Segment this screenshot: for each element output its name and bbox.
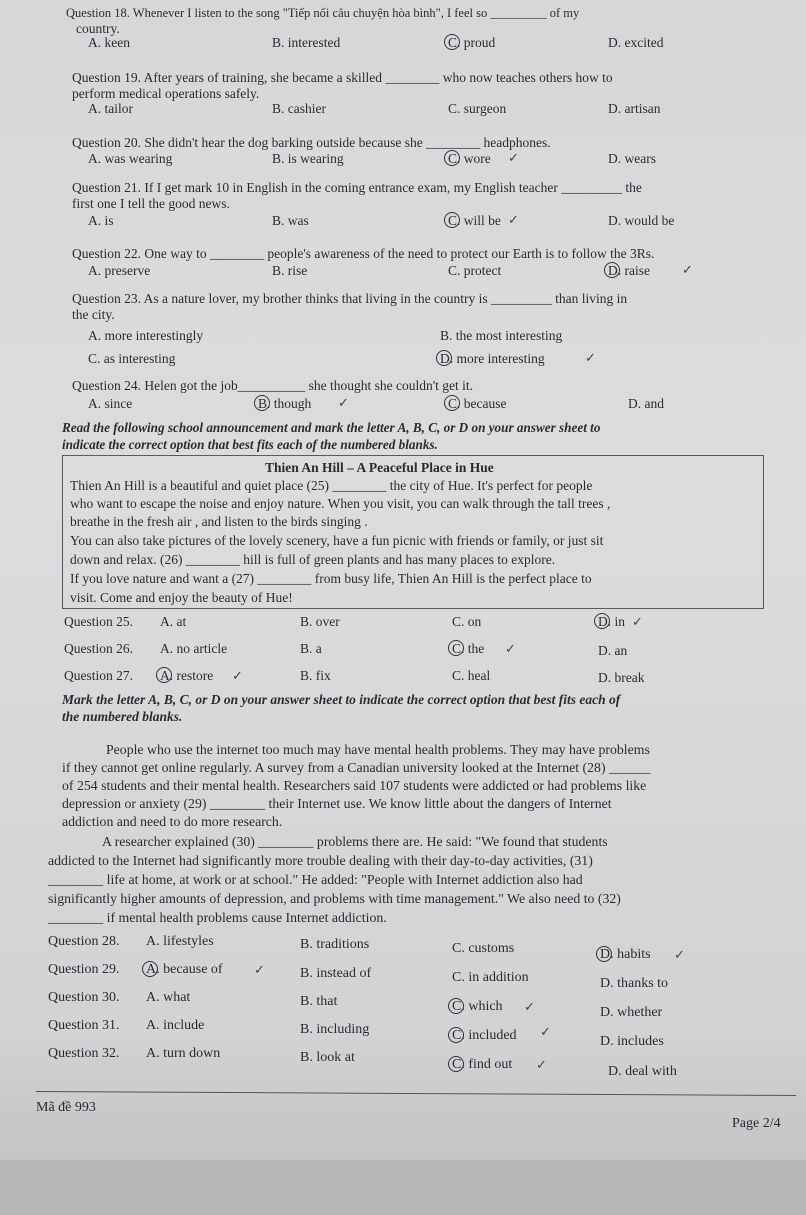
passage2-line: addiction and need to do more research. — [62, 814, 283, 829]
q24-option-a: A. since — [88, 396, 133, 411]
answer-circle-icon — [448, 640, 464, 656]
instruction-reading-2: Mark the letter A, B, C, or D on your answer sheet to indicate the correct option that best fits each of — [62, 692, 621, 707]
q20-option-c: C. wore — [448, 151, 491, 166]
q31-option-b: B. including — [300, 1022, 370, 1037]
q31-option-d: D. includes — [600, 1034, 664, 1049]
q29-option-b: B. instead of — [300, 966, 372, 981]
q32-option-c: C. find out — [452, 1057, 513, 1072]
passage2-line: A researcher explained (30) ________ problems there are. He said: "We found that students — [102, 834, 608, 849]
q27-option-c: C. heal — [452, 668, 491, 683]
passage1-line: who want to escape the noise and enjoy nature. When you visit, you can walk through the tall trees , — [70, 496, 611, 511]
instruction-reading-1: Read the following school announcement and mark the letter A, B, C, or D on your answer sheet to — [62, 420, 601, 435]
q19-option-b: B. cashier — [272, 101, 326, 116]
passage2-line: depression or anxiety (29) ________ their Internet use. We know little about the dangers of Internet — [62, 796, 612, 811]
q27-label: Question 27. — [64, 668, 133, 683]
q21-option-b: B. was — [272, 213, 309, 228]
q19-option-c: C. surgeon — [448, 101, 507, 116]
q24-option-b: B. though — [258, 396, 312, 411]
q18-option-a: A. keen — [88, 35, 130, 50]
q28-option-b: B. traditions — [300, 937, 370, 952]
q23-cont: the city. — [72, 307, 115, 322]
q26-option-d: D. an — [598, 643, 628, 658]
q18-cont: country. — [76, 21, 120, 36]
answer-circle-icon — [444, 150, 460, 166]
q21-option-c: C. will be — [448, 213, 501, 228]
q29-option-a: A. because of — [146, 962, 223, 977]
q29-option-c: C. in addition — [452, 970, 529, 985]
q32-option-d: D. deal with — [608, 1064, 677, 1079]
passage1-line: breathe in the fresh air , and listen to the birds singing . — [70, 514, 368, 529]
q28-option-d: D. habits — [600, 947, 651, 962]
q32-option-b: B. look at — [300, 1050, 355, 1065]
q27-option-d: D. break — [598, 670, 645, 685]
q18-option-c: C. proud — [448, 35, 496, 50]
q30-option-c: C. which — [452, 999, 503, 1014]
passage2-line: significantly higher amounts of depression, and problems with time management." We also need to (32) — [48, 891, 621, 906]
q20-option-b: B. is wearing — [272, 151, 344, 166]
q25-option-b: B. over — [300, 614, 340, 629]
passage2-line: if they cannot get online regularly. A survey from a Canadian university looked at the Internet (28) ______ — [62, 760, 651, 775]
q29-label: Question 29. — [48, 962, 120, 977]
q28-label: Question 28. — [48, 934, 120, 949]
q19-option-a: A. tailor — [88, 101, 133, 116]
answer-circle-icon — [254, 395, 270, 411]
q30-label: Question 30. — [48, 990, 120, 1005]
q18-option-b: B. interested — [272, 35, 341, 50]
q23-option-a: A. more interestingly — [88, 328, 204, 343]
passage1-line: down and relax. (26) ________ hill is full of green plants and has many places to explore. — [70, 552, 556, 567]
check-mark-icon: ✓ — [232, 668, 243, 683]
q25-option-d: D. in — [598, 614, 625, 629]
q32-label: Question 32. — [48, 1046, 120, 1061]
q29-option-d: D. thanks to — [600, 976, 669, 991]
q22-option-d: D. raise — [608, 263, 650, 278]
q30-option-a: A. what — [146, 990, 191, 1005]
q21-stem: Question 21. If I get mark 10 in English in the coming entrance exam, my English teacher _________ the — [72, 180, 642, 195]
q21-cont: first one I tell the good news. — [72, 196, 230, 211]
check-mark-icon: ✓ — [508, 212, 519, 227]
answer-circle-icon — [156, 667, 172, 683]
q20-option-a: A. was wearing — [88, 151, 173, 166]
q24-stem: Question 24. Helen got the job__________ she thought she couldn't get it. — [72, 378, 474, 393]
q26-option-a: A. no article — [160, 641, 228, 656]
q25-option-a: A. at — [160, 614, 187, 629]
announcement-title: Thien An Hill – A Peaceful Place in Hue — [265, 460, 494, 475]
passage2-line: ________ life at home, at work or at school." He added: "People with Internet addiction also had — [48, 872, 583, 887]
q28-option-a: A. lifestyles — [146, 934, 214, 949]
q32-option-a: A. turn down — [146, 1046, 221, 1061]
check-mark-icon: ✓ — [536, 1057, 547, 1072]
instruction-reading-2b: the numbered blanks. — [62, 709, 183, 724]
q27-option-a: A. restore — [160, 668, 214, 683]
q21-option-d: D. would be — [608, 213, 675, 228]
check-mark-icon: ✓ — [674, 947, 685, 962]
q30-option-d: D. whether — [600, 1005, 663, 1020]
passage2-line: of 254 students and their mental health. Researchers said 107 students were addicted or had problems like — [62, 778, 647, 793]
page-shadow — [0, 1160, 806, 1215]
q24-option-c: C. because — [448, 396, 507, 411]
answer-circle-icon — [436, 350, 452, 366]
answer-circle-icon — [604, 262, 620, 278]
q20-stem: Question 20. She didn't hear the dog barking outside because she ________ headphones. — [72, 135, 551, 150]
page-number: Page 2/4 — [732, 1116, 781, 1131]
q28-option-c: C. customs — [452, 941, 515, 956]
instruction-reading-1b: indicate the correct option that best fits each of the numbered blanks. — [62, 437, 438, 452]
passage1-line: Thien An Hill is a beautiful and quiet place (25) ________ the city of Hue. It's perfect for people — [70, 478, 593, 493]
passage2-line: addicted to the Internet had significantly more trouble dealing with their day-to-day activities, (31) — [48, 853, 593, 868]
q20-option-d: D. wears — [608, 151, 656, 166]
q31-option-a: A. include — [146, 1018, 205, 1033]
passage1-line: If you love nature and want a (27) ________ from busy life, Thien An Hill is the perfect place to — [70, 571, 592, 586]
q26-label: Question 26. — [64, 641, 133, 656]
check-mark-icon: ✓ — [632, 614, 643, 629]
q26-option-b: B. a — [300, 641, 322, 656]
check-mark-icon: ✓ — [524, 999, 535, 1014]
q30-option-b: B. that — [300, 994, 338, 1009]
check-mark-icon: ✓ — [508, 150, 519, 165]
answer-circle-icon — [444, 34, 460, 50]
q27-option-b: B. fix — [300, 668, 331, 683]
q25-option-c: C. on — [452, 614, 482, 629]
answer-circle-icon — [444, 212, 460, 228]
q22-stem: Question 22. One way to ________ people's awareness of the need to protect our Earth is to follow the 3Rs. — [72, 246, 655, 261]
passage1-line: visit. Come and enjoy the beauty of Hue! — [70, 590, 293, 605]
check-mark-icon: ✓ — [682, 262, 693, 277]
q18-stem: Question 18. Whenever I listen to the song "Tiếp nối câu chuyện hòa bình", I feel so _________ of my — [66, 6, 580, 20]
q31-label: Question 31. — [48, 1018, 120, 1033]
q22-option-c: C. protect — [448, 263, 502, 278]
answer-circle-icon — [142, 961, 158, 977]
q26-option-c: C. the — [452, 641, 485, 656]
check-mark-icon: ✓ — [338, 395, 349, 410]
check-mark-icon: ✓ — [540, 1024, 551, 1039]
answer-circle-icon — [444, 395, 460, 411]
check-mark-icon: ✓ — [505, 641, 516, 656]
answer-circle-icon — [594, 613, 610, 629]
q18-option-d: D. excited — [608, 35, 664, 50]
q23-option-d: D. more interesting — [440, 351, 545, 366]
q31-option-c: C. included — [452, 1028, 517, 1043]
q19-cont: perform medical operations safely. — [72, 86, 260, 101]
passage2-line: ________ if mental health problems cause Internet addiction. — [48, 910, 387, 925]
exam-code: Mã đề 993 — [36, 1100, 96, 1115]
q19-option-d: D. artisan — [608, 101, 661, 116]
answer-circle-icon — [596, 946, 612, 962]
q22-option-a: A. preserve — [88, 263, 151, 278]
q21-option-a: A. is — [88, 213, 114, 228]
check-mark-icon: ✓ — [585, 350, 596, 365]
answer-circle-icon — [448, 1027, 464, 1043]
q23-stem: Question 23. As a nature lover, my brother thinks that living in the country is _________ than living in — [72, 291, 628, 306]
q22-option-b: B. rise — [272, 263, 308, 278]
q23-option-c: C. as interesting — [88, 351, 176, 366]
q19-stem: Question 19. After years of training, she became a skilled ________ who now teaches others how to — [72, 70, 613, 85]
q23-option-b: B. the most interesting — [440, 328, 563, 343]
passage2-line: People who use the internet too much may have mental health problems. They may have problems — [106, 742, 650, 757]
answer-circle-icon — [448, 998, 464, 1014]
check-mark-icon: ✓ — [254, 962, 265, 977]
passage1-line: You can also take pictures of the lovely scenery, have a fun picnic with friends or family, or just sit — [70, 533, 604, 548]
q25-label: Question 25. — [64, 614, 133, 629]
answer-circle-icon — [448, 1056, 464, 1072]
q24-option-d: D. and — [628, 396, 664, 411]
